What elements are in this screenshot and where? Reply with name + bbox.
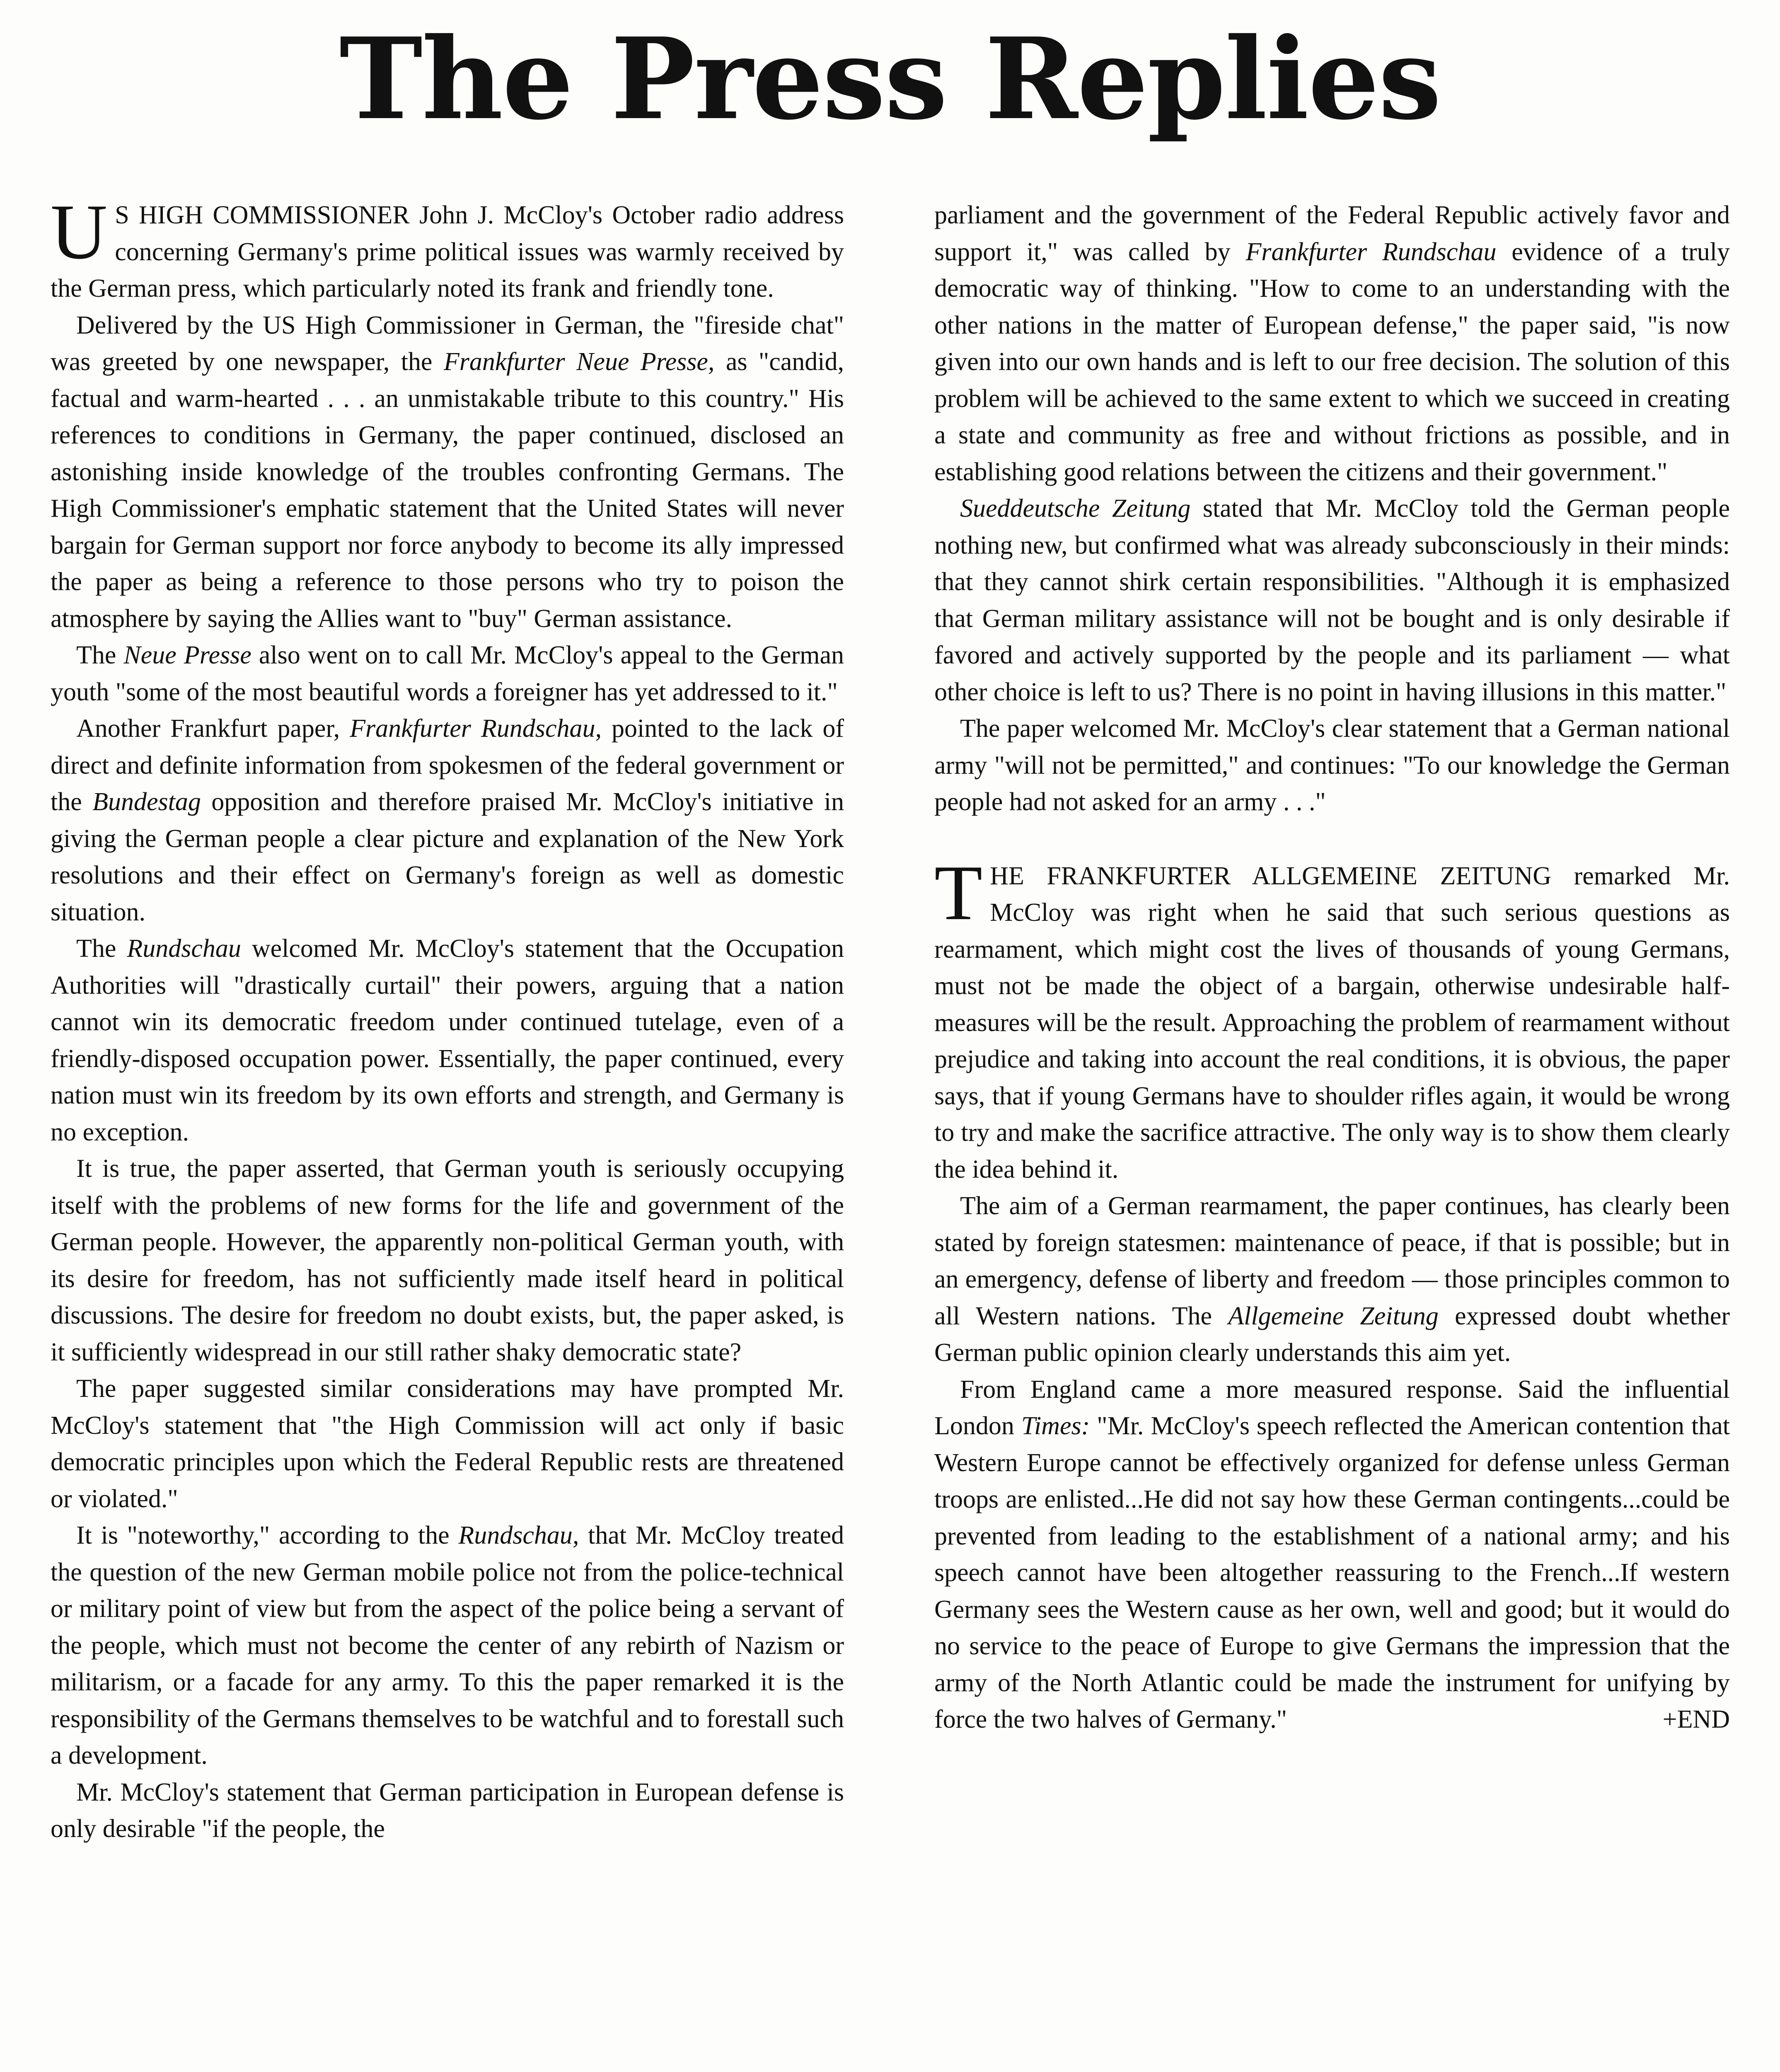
paragraph-15: From England came a more measured response. Said the influential London Times: "Mr. McCloy's speech reflected the American contention that Western Europe cannot be effectively organized for defense unless German troops are enlisted...He did not say how these German contingents...could be prevented from leading to the establishment of a national army; and his speech cannot have been altogether reassuring to the French...If western Germany sees the Western cause as her own, well and good; but it would do no service to the peace of Europe to give Germans the impression that the army of the North Atlantic could be made the instrument for unifying by force the two halves of Germany." +END — [934, 1371, 1730, 1738]
paragraph-2: Delivered by the US High Commissioner in German, the "fireside chat" was greeted by one newspaper, the Frankfurter Neue Presse, as "candid, factual and warm-hearted . . . an unmistakable tribute to this country." His references to conditions in Germany, the paper continued, disclosed an astonishing inside knowledge of the troubles confronting Germans. The High Commissioner's emphatic statement that the United States will never bargain for German support nor force anybody to become its ally impressed the paper as being a reference to those persons who try to poison the atmosphere by saying the Allies want to "buy" German assistance. — [51, 311, 844, 633]
drop-cap: T — [934, 849, 983, 937]
right-column — [934, 197, 1730, 1738]
paragraph-14: The aim of a German rearmament, the paper continues, has clearly been stated by foreign statesmen: maintenance of peace, if that is possible; but in an emergency, defense of liberty and freedom — those principles common to all Western nations. The Allgemeine Zeitung expressed doubt whether German public opinion clearly understands this aim yet. — [934, 1192, 1730, 1367]
left-column — [51, 189, 844, 1847]
paragraph-1: U S HIGH COMMISSIONER John J. McCloy's October radio address concerning Germany's prime political issues was warmly received by the German press, which particularly noted its frank and friendly tone. — [51, 189, 844, 303]
paragraph-13: THE FRANKFURTER ALLGEMEINE ZEITUNG remarked Mr. McCloy was right when he said that such serious questions as rearmament, which might cost the lives of thousands of young Germans, must not be made the object of a bargain, otherwise undesirable half-measures will be the result. Approaching the problem of rearmament without prejudice and taking into account the real conditions, it is obvious, the paper says, that if young Germans have to shoulder rifles again, it would be wrong to try and make the sacrifice attractive. The only way is to show them clearly the idea behind it. — [934, 849, 1730, 1184]
paragraph-6: It is true, the paper asserted, that German youth is seriously occupying itself with the problems of new forms for the life and government of the German people. However, the apparently non-political German youth, with its desire for freedom, has not sufficiently made itself heard in political discussions. The desire for freedom no doubt exists, but, the paper asked, is it sufficiently widespread in our still rather shaky democratic state? — [51, 1155, 844, 1366]
paragraph-10: parliament and the government of the Federal Republic actively favor and support it," was called by Frankfurter Rundschau evidence of a truly democratic way of thinking. "How to come to an understanding with the other nations in the matter of European defense," the paper said, "is now given into our own hands and is left to our free decision. The solution of this problem will be achieved to the same extent to which we succeed in creating a state and community as free and without frictions as possible, and in establishing good relations between the citizens and their government." — [934, 201, 1730, 486]
paragraph-8: It is "noteworthy," according to the Rundschau, that Mr. McCloy treated the question of the new German mobile police not from the police-technical or military point of view but from the aspect of the police being a servant of the people, which must not become the center of any rebirth of Nazism or militarism, or a facade for any army. To this the paper remarked it is the responsibility of the Germans themselves to be watchful and to forestall such a development. — [51, 1521, 844, 1769]
paragraph-9: Mr. McCloy's statement that German participation in European defense is only desirable "if the people, the — [51, 1778, 844, 1843]
paragraph-7: The paper suggested similar considerations may have prompted Mr. McCloy's statement that "the High Commission will act only if basic democratic principles upon which the Federal Republic rests are threatened or violated." — [51, 1375, 844, 1513]
page-title: The Press Replies — [339, 13, 1441, 145]
paragraph-4: Another Frankfurt paper, Frankfurter Rundschau, pointed to the lack of direct and definite information from spokesmen of the federal government or the Bundestag opposition and therefore praised Mr. McCloy's initiative in giving the German people a clear picture and explanation of the New York resolutions and their effect on Germany's foreign as well as domestic situation. — [51, 714, 844, 926]
paragraph-3: The Neue Presse also went on to call Mr. McCloy's appeal to the German youth "some of the most beautiful words a foreigner has yet addressed to it." — [51, 641, 844, 706]
paragraph-12: The paper welcomed Mr. McCloy's clear statement that a German national army "will not be permitted," and continues: "To our knowledge the German people had not asked for an army . . ." — [934, 714, 1730, 816]
end-mark: +END — [1662, 1705, 1730, 1733]
paragraph-5: The Rundschau welcomed Mr. McCloy's statement that the Occupation Authorities will "drastically curtail" their powers, arguing that a nation cannot win its democratic freedom under continued tutelage, even of a friendly-disposed occupation power. Essentially, the paper continued, every nation must win its freedom by its own efforts and strength, and Germany is no exception. — [51, 934, 844, 1146]
drop-cap: U — [51, 189, 108, 276]
paragraph-11: Sueddeutsche Zeitung stated that Mr. McCloy told the German people nothing new, but confirmed what was already subconsciously in their minds: that they cannot shirk certain responsibilities. "Although it is emphasized that German military assistance will not be bought and is only desirable if favored and actively supported by the people and its parliament — what other choice is left to us? There is no point in having illusions in this matter." — [934, 494, 1730, 706]
